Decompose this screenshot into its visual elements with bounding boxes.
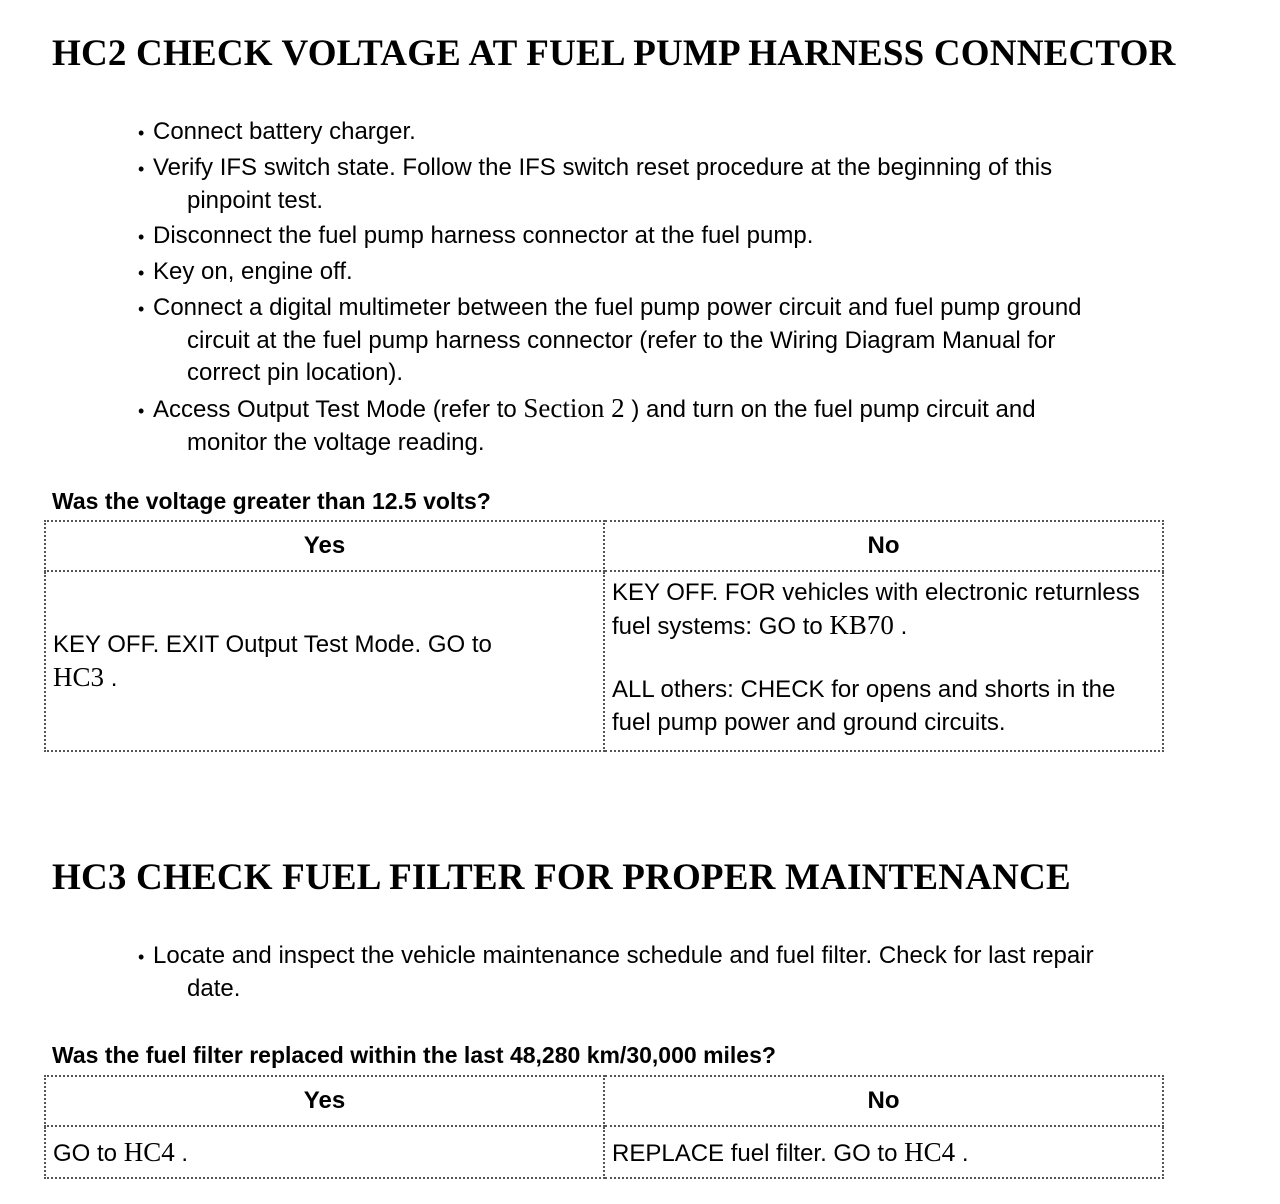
section-2-link[interactable]: Section 2 xyxy=(523,393,625,423)
list-item: • Verify IFS switch state. Follow the IFS switch reset procedure at the beginning of this pinpoint test. xyxy=(138,154,1053,214)
hc3-link[interactable]: HC3 xyxy=(53,661,105,692)
table-header-row xyxy=(45,521,1163,571)
yes-cell: KEY OFF. EXIT Output Test Mode. GO to HC3 . xyxy=(45,571,604,751)
list-item: • Connect a digital multimeter between the fuel pump power circuit and fuel pump ground circuit at the fuel pump harness connector (refer to the Wiring Diagram Manual for correct pin location). xyxy=(138,294,1082,386)
list-item: • Access Output Test Mode (refer to Section 2 ) and turn on the fuel pump circuit and monitor the voltage reading. xyxy=(138,393,1036,456)
question-hc2: Was the voltage greater than 12.5 volts? xyxy=(52,488,491,514)
procedure-list-hc2 xyxy=(138,116,1258,462)
no-column-header: No xyxy=(604,521,1163,571)
table-row xyxy=(45,571,1163,751)
question-hc3: Was the fuel filter replaced within the last 48,280 km/30,000 miles? xyxy=(52,1042,776,1068)
decision-table-hc2 xyxy=(44,520,1164,752)
table-row xyxy=(45,1126,1163,1178)
yes-cell: GO to HC4 . xyxy=(45,1126,604,1178)
kb70-link[interactable]: KB70 xyxy=(829,610,894,640)
hc4-link[interactable]: HC4 xyxy=(123,1136,175,1167)
yes-column-header: Yes xyxy=(45,1076,604,1126)
bullet-icon: • xyxy=(138,123,145,143)
procedure-list-hc3 xyxy=(138,940,1268,1008)
yes-column-header: Yes xyxy=(45,521,604,571)
no-cell-paragraph: ALL others: CHECK for opens and shorts in the fuel pump power and ground circuits. xyxy=(612,676,1116,736)
list-item: • Key on, engine off. xyxy=(138,256,1258,289)
hc4-link[interactable]: HC4 xyxy=(904,1136,956,1167)
list-item: • Disconnect the fuel pump harness connector at the fuel pump. xyxy=(138,220,1258,253)
bullet-icon: • xyxy=(138,159,145,179)
no-cell: KEY OFF. FOR vehicles with electronic returnless fuel systems: GO to KB70 . ALL others: CHECK for opens and shorts in the fuel pump power and ground circuits. xyxy=(604,571,1163,751)
bullet-icon: • xyxy=(138,947,145,967)
table-header-row xyxy=(45,1076,1163,1126)
bullet-icon: • xyxy=(138,299,145,319)
no-cell: REPLACE fuel filter. GO to HC4 . xyxy=(604,1126,1163,1178)
section-heading-hc2: HC2 CHECK VOLTAGE AT FUEL PUMP HARNESS CONNECTOR xyxy=(52,33,1176,74)
no-column-header: No xyxy=(604,1076,1163,1126)
bullet-icon: • xyxy=(138,401,145,421)
bullet-icon: • xyxy=(138,227,145,247)
decision-table-hc3 xyxy=(44,1075,1164,1179)
list-item: • Connect battery charger. xyxy=(138,116,1258,149)
section-heading-hc3: HC3 CHECK FUEL FILTER FOR PROPER MAINTENANCE xyxy=(52,857,1071,898)
list-item: • Locate and inspect the vehicle maintenance schedule and fuel filter. Check for last repair date. xyxy=(138,942,1094,1002)
bullet-icon: • xyxy=(138,263,145,283)
